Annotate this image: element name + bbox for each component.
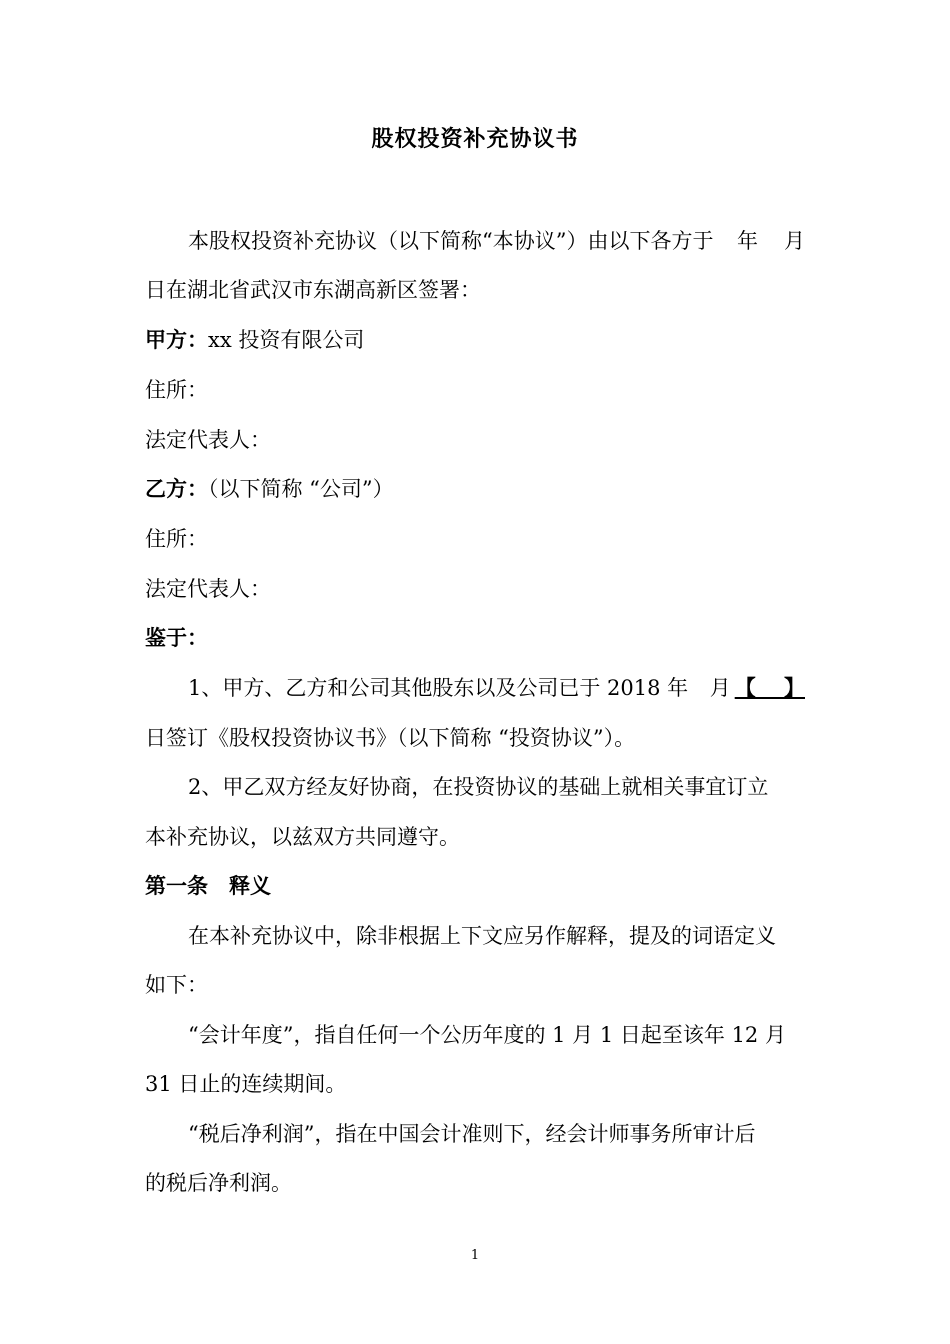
intro-text: 本股权投资补充协议（以下简称“本协议”）由以下各方于 (188, 229, 714, 253)
recital-1-text: 1、甲方、乙方和公司其他股东以及公司已于 2018 年 (188, 676, 689, 700)
recital-1-date-blank: 【 】 (734, 675, 805, 700)
party-a-value: xx 投资有限公司 (208, 328, 365, 352)
recital-2-line-2: 本补充协议，以兹双方共同遵守。 (145, 825, 460, 849)
definition-1-line-1: “会计年度”，指自任何一个公历年度的 1 月 1 日起至该年 12 月 (188, 1023, 786, 1047)
article-1-intro-line-1: 在本补充协议中，除非根据上下文应另作解释，提及的词语定义 (188, 924, 776, 948)
party-b-line (145, 474, 394, 504)
party-b-value: （以下简称 “公司”） (208, 477, 394, 501)
party-a-address: 住所： (145, 378, 208, 402)
intro-month: 月 (784, 229, 805, 253)
party-a-line (145, 325, 364, 355)
page-number: 1 (470, 1248, 480, 1263)
whereas-heading: 鉴于： (145, 625, 208, 650)
party-a-representative: 法定代表人： (145, 428, 271, 452)
recital-2-line-1: 2、甲乙双方经友好协商，在投资协议的基础上就相关事宜订立 (188, 775, 769, 799)
intro-line-2: 日在湖北省武汉市东湖高新区签署： (145, 278, 481, 302)
party-b-representative: 法定代表人： (145, 577, 271, 601)
definition-1-line-2: 31 日止的连续期间。 (145, 1072, 347, 1096)
intro-year: 年 (737, 229, 758, 253)
definition-2-line-1: “税后净利润”，指在中国会计准则下，经会计师事务所审计后 (188, 1122, 756, 1146)
recital-1-line-2: 日签订《股权投资协议书》（以下简称 “投资协议”）。 (145, 726, 636, 750)
article-1-heading: 第一条 释义 (145, 873, 271, 898)
party-b-address: 住所： (145, 527, 208, 551)
intro-line-1 (188, 226, 805, 256)
document-title: 股权投资补充协议书 (371, 126, 579, 152)
definition-2-line-2: 的税后净利润。 (145, 1171, 292, 1195)
recital-1-month: 月 (709, 676, 731, 700)
party-a-label: 甲方： (145, 327, 208, 352)
recital-1-line-1 (188, 673, 805, 703)
party-b-label: 乙方： (145, 476, 208, 501)
article-1-intro-line-2: 如下： (145, 973, 208, 997)
